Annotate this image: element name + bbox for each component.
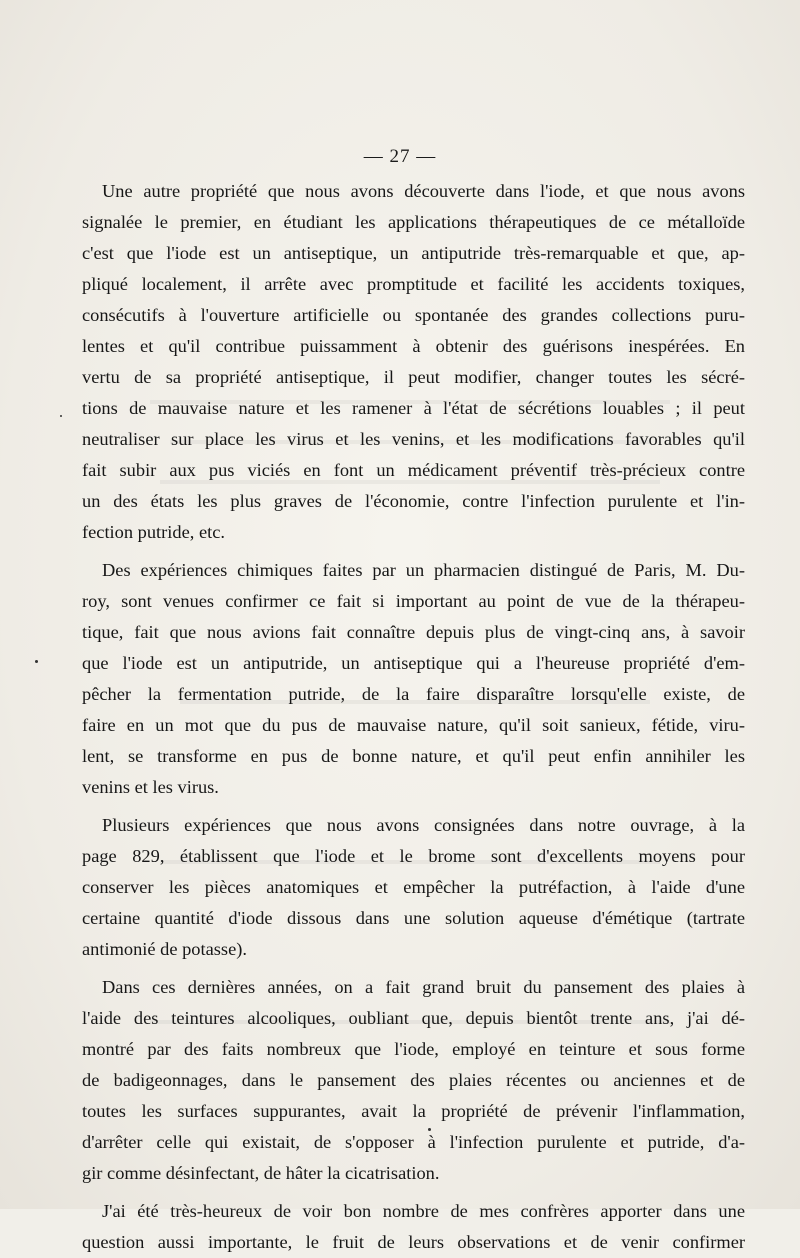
ink-speck bbox=[60, 415, 62, 417]
paragraph bbox=[82, 810, 745, 965]
paragraph bbox=[82, 972, 745, 1189]
text-line: lent, se transforme en pus de bonne nature, et qu'il peut enfin annihiler les bbox=[82, 746, 745, 766]
text-line: page 829, établissent que l'iode et le brome sont d'excellents moyens pour bbox=[82, 846, 745, 866]
text-line: Des expériences chimiques faites par un pharmacien distingué de Paris, M. Du- bbox=[102, 560, 745, 580]
text-line: lentes et qu'il contribue puissamment à obtenir des guérisons inespérées. En bbox=[82, 336, 745, 356]
ink-speck bbox=[35, 660, 38, 663]
text-line: neutraliser sur place les virus et les venins, et les modifications favorables qu'il bbox=[82, 429, 745, 449]
text-line: un des états les plus graves de l'économie, contre l'infection purulente et l'in- bbox=[82, 491, 745, 511]
text-line: pliqué localement, il arrête avec promptitude et facilité les accidents toxiques, bbox=[82, 274, 745, 294]
text-line: toutes les surfaces suppurantes, avait la propriété de prévenir l'inflammation, bbox=[82, 1101, 745, 1121]
text-line: question aussi importante, le fruit de leurs observations et de venir confirmer bbox=[82, 1232, 745, 1252]
paragraph bbox=[82, 555, 745, 803]
paragraph bbox=[82, 1196, 745, 1258]
text-line: Une autre propriété que nous avons découverte dans l'iode, et que nous avons bbox=[102, 181, 745, 201]
text-line: pêcher la fermentation putride, de la faire disparaître lorsqu'elle existe, de bbox=[82, 684, 745, 704]
text-line: roy, sont venues confirmer ce fait si important au point de vue de la thérapeu- bbox=[82, 591, 745, 611]
page-number: — 27 — bbox=[363, 146, 437, 167]
text-line: antimonié de potasse). bbox=[82, 939, 247, 959]
ink-speck bbox=[428, 1128, 431, 1131]
paragraph-gap bbox=[82, 1189, 745, 1196]
paragraph-gap bbox=[82, 803, 745, 810]
text-line: signalée le premier, en étudiant les applications thérapeutiques de ce métalloïde bbox=[82, 212, 745, 232]
text-line: l'aide des teintures alcooliques, oubliant que, depuis bientôt trente ans, j'ai dé- bbox=[82, 1008, 745, 1028]
body-text bbox=[82, 176, 745, 1258]
text-line: certaine quantité d'iode dissous dans une solution aqueuse d'émétique (tartrate bbox=[82, 908, 745, 928]
text-line: faire en un mot que du pus de mauvaise nature, qu'il soit sanieux, fétide, viru- bbox=[82, 715, 745, 735]
paragraph-gap bbox=[82, 965, 745, 972]
text-line: de badigeonnages, dans le pansement des plaies récentes ou anciennes et de bbox=[82, 1070, 745, 1090]
text-line: tique, fait que nous avions fait connaître depuis plus de vingt-cinq ans, à savoir bbox=[82, 622, 745, 642]
text-line: Dans ces dernières années, on a fait grand bruit du pansement des plaies à bbox=[102, 977, 745, 997]
text-line: fection putride, etc. bbox=[82, 522, 225, 542]
text-line: J'ai été très-heureux de voir bon nombre de mes confrères apporter dans une bbox=[102, 1201, 745, 1221]
text-line: tions de mauvaise nature et les ramener à l'état de sécrétions louables ; il peut bbox=[82, 398, 745, 418]
text-line: venins et les virus. bbox=[82, 777, 219, 797]
text-line: fait subir aux pus viciés en font un médicament préventif très-précieux contre bbox=[82, 460, 745, 480]
text-line: d'arrêter celle qui existait, de s'opposer à l'infection purulente et putride, d'a- bbox=[82, 1132, 745, 1152]
paragraph-gap bbox=[82, 548, 745, 555]
text-line: c'est que l'iode est un antiseptique, un antiputride très-remarquable et que, ap- bbox=[82, 243, 745, 263]
text-line: gir comme désinfectant, de hâter la cicatrisation. bbox=[82, 1163, 440, 1183]
text-line: consécutifs à l'ouverture artificielle ou spontanée des grandes collections puru- bbox=[82, 305, 745, 325]
text-line: vertu de sa propriété antiseptique, il peut modifier, changer toutes les sécré- bbox=[82, 367, 745, 387]
paragraph bbox=[82, 176, 745, 548]
text-line: montré par des faits nombreux que l'iode, employé en teinture et sous forme bbox=[82, 1039, 745, 1059]
text-line: Plusieurs expériences que nous avons consignées dans notre ouvrage, à la bbox=[102, 815, 745, 835]
text-line: que l'iode est un antiputride, un antiseptique qui a l'heureuse propriété d'em- bbox=[82, 653, 745, 673]
text-line: conserver les pièces anatomiques et empêcher la putréfaction, à l'aide d'une bbox=[82, 877, 745, 897]
